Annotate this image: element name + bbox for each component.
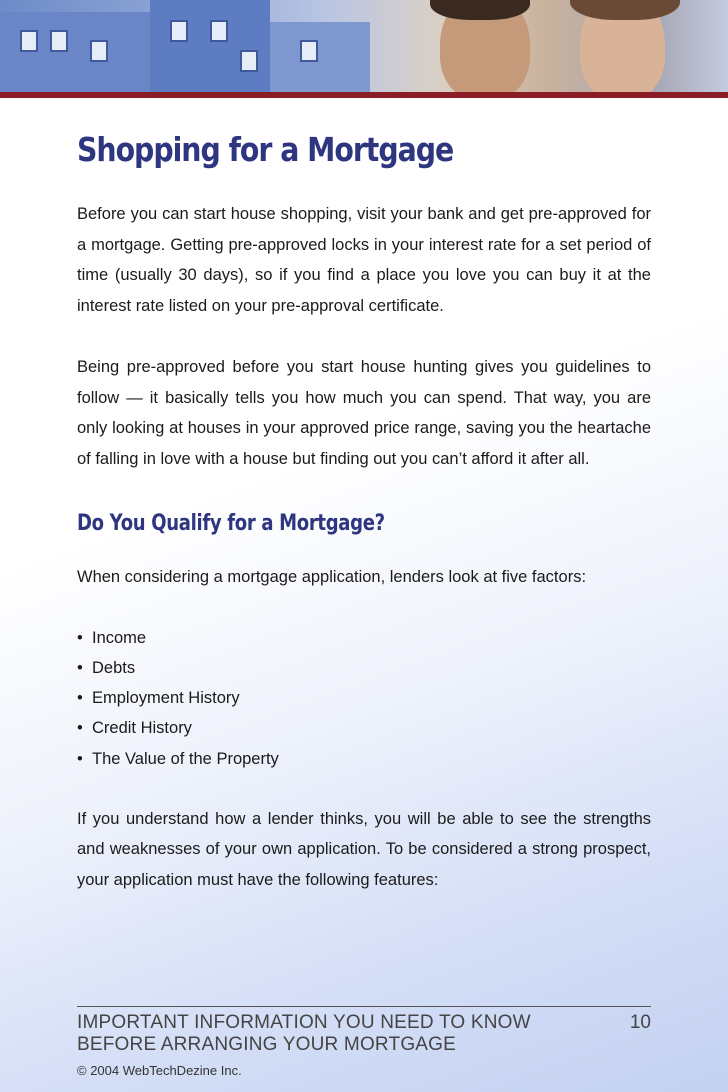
paragraph-preapproval: Before you can start house shopping, visit your bank and get pre-approved for a mortgage. Getting pre-approved locks in your interest rate for a set period of time (usually 30 days), so if you find a place you love you can buy it at the interest rate listed on your pre-approval certificate.	[77, 205, 651, 315]
paragraph-guidelines: Being pre-approved before you start house hunting gives you guidelines to follow — it basically tells you how much you can spend. That way, you are only looking at houses in your approved price range, saving you the heartache of falling in love with a house but finding out you can’t afford it after all.	[77, 358, 651, 468]
bullet-marker: •	[77, 689, 83, 708]
factors-intro: When considering a mortgage application, lenders look at five factors:	[77, 568, 587, 586]
list-item	[77, 744, 651, 774]
factor-label: Debts	[92, 658, 136, 677]
list-item	[77, 713, 651, 743]
list-item	[77, 683, 651, 713]
factor-label: Income	[92, 628, 147, 647]
copyright-notice: © 2004 WebTechDezine Inc.	[77, 1063, 242, 1078]
factor-label: Employment History	[92, 689, 240, 708]
section-heading: Do You Qualify for a Mortgage?	[77, 511, 385, 536]
header-divider	[0, 92, 728, 98]
bullet-marker: •	[77, 658, 83, 677]
bullet-marker: •	[77, 749, 83, 768]
factors-list	[77, 623, 651, 774]
page-content	[77, 128, 651, 895]
list-item	[77, 623, 651, 653]
page-title: Shopping for a Mortgage	[77, 130, 454, 169]
bullet-marker: •	[77, 628, 83, 647]
footer-divider	[77, 1006, 651, 1007]
footer-title-line1: IMPORTANT INFORMATION YOU NEED TO KNOW	[77, 1012, 531, 1033]
list-item	[77, 653, 651, 683]
paragraph-lender-thinking: If you understand how a lender thinks, you will be able to see the strengths and weaknesses of your own application. To be considered a strong prospect, your application must have the following features:	[77, 809, 651, 889]
header-banner-image	[0, 0, 728, 92]
page-number: 10	[629, 1012, 651, 1033]
footer-title	[77, 1012, 651, 1056]
bullet-marker: •	[77, 719, 83, 738]
factor-label: The Value of the Property	[92, 749, 279, 768]
footer-title-line2: BEFORE ARRANGING YOUR MORTGAGE	[77, 1034, 457, 1055]
factor-label: Credit History	[92, 719, 192, 738]
